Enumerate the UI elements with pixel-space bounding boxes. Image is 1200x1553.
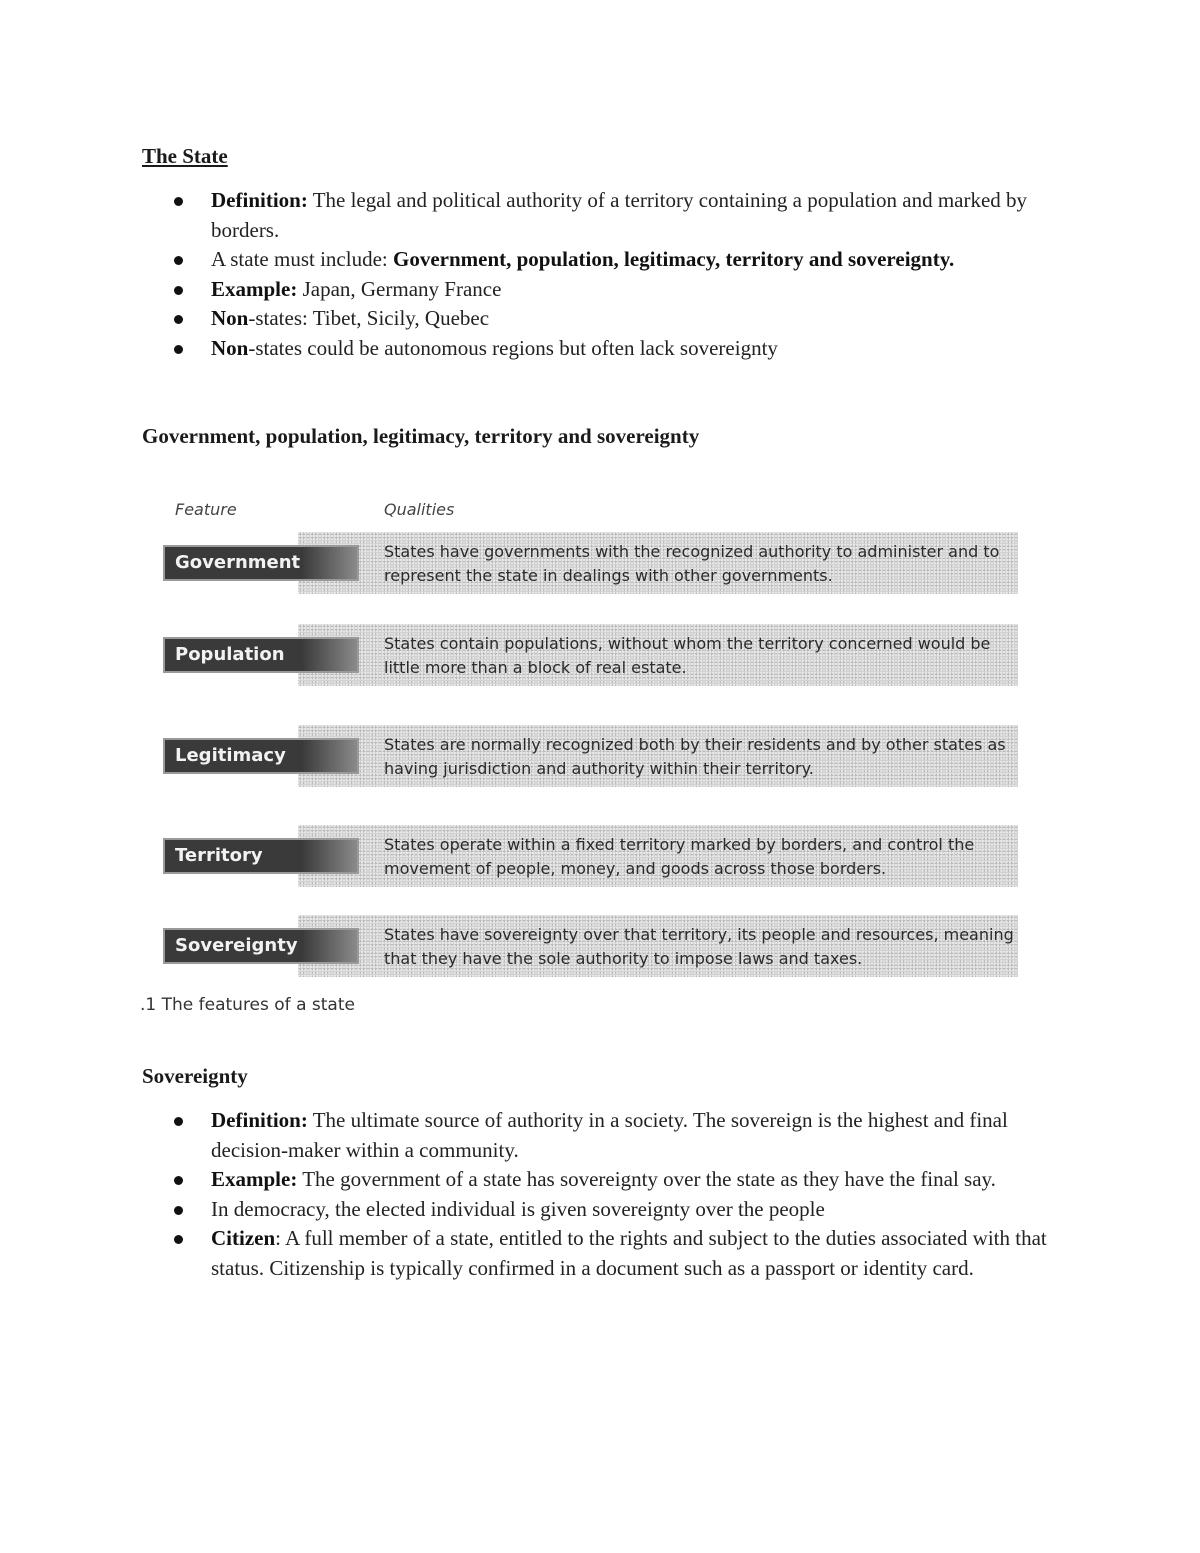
feature-quality-text: States have governments with the recognized authority to administer and to represent the state in dealings with other governments. xyxy=(384,542,1000,585)
feature-row-sovereignty xyxy=(160,915,1030,979)
bullet-icon xyxy=(174,345,183,354)
bullet-icon xyxy=(174,315,183,324)
feature-row-population xyxy=(160,624,1030,688)
column-header-feature: Feature xyxy=(175,500,237,519)
feature-tag: Population xyxy=(165,639,357,671)
bullet-icon xyxy=(174,256,183,265)
feature-row-government xyxy=(160,532,1030,596)
section-title-the-state: The State xyxy=(142,144,228,168)
feature-row-legitimacy xyxy=(160,725,1030,789)
features-figure xyxy=(140,490,1030,1020)
list-item: Definition: The legal and political authority of a territory containing a population and marked by borders. xyxy=(170,186,1070,245)
bullet-icon xyxy=(174,1117,183,1126)
feature-row-territory xyxy=(160,825,1030,889)
figure-caption: .1 The features of a state xyxy=(140,995,355,1015)
bullet-icon xyxy=(174,286,183,295)
state-bullet-list xyxy=(170,186,1070,363)
feature-tag: Legitimacy xyxy=(165,740,357,772)
list-item: Example: Japan, Germany France xyxy=(170,275,1070,305)
feature-tag: Territory xyxy=(165,840,357,872)
feature-tag: Government xyxy=(165,547,357,579)
list-item: Non-states: Tibet, Sicily, Quebec xyxy=(170,304,1070,334)
bullet-icon xyxy=(174,1235,183,1244)
list-item: Definition: The ultimate source of authority in a society. The sovereign is the highest and final decision-maker within a community. xyxy=(170,1106,1070,1165)
sovereignty-bullet-list xyxy=(170,1106,1070,1283)
list-item: In democracy, the elected individual is given sovereignty over the people xyxy=(170,1195,1070,1225)
list-item: Non-states could be autonomous regions but often lack sovereignty xyxy=(170,334,1070,364)
list-item: A state must include: Government, population, legitimacy, territory and sovereignty. xyxy=(170,245,1070,275)
bullet-icon xyxy=(174,197,183,206)
feature-quality-text: States have sovereignty over that territory, its people and resources, meaning that they have the sole authority to impose laws and taxes. xyxy=(384,925,1014,968)
list-item: Citizen: A full member of a state, entitled to the rights and subject to the duties associated with that status. Citizenship is typically confirmed in a document such as a passport or identity card. xyxy=(170,1224,1070,1283)
feature-quality-text: States are normally recognized both by their residents and by other states as having jurisdiction and authority within their territory. xyxy=(384,735,1006,778)
feature-quality-text: States contain populations, without whom the territory concerned would be little more than a block of real estate. xyxy=(384,634,991,677)
bullet-icon xyxy=(174,1176,183,1185)
column-header-qualities: Qualities xyxy=(384,500,455,519)
section-title-features: Government, population, legitimacy, territory and sovereignty xyxy=(142,424,700,448)
bullet-icon xyxy=(174,1206,183,1215)
feature-tag: Sovereignty xyxy=(165,930,357,962)
section-title-sovereignty: Sovereignty xyxy=(142,1064,248,1088)
list-item: Example: The government of a state has sovereignty over the state as they have the final say. xyxy=(170,1165,1070,1195)
feature-quality-text: States operate within a fixed territory marked by borders, and control the movement of people, money, and goods across those borders. xyxy=(384,835,975,878)
